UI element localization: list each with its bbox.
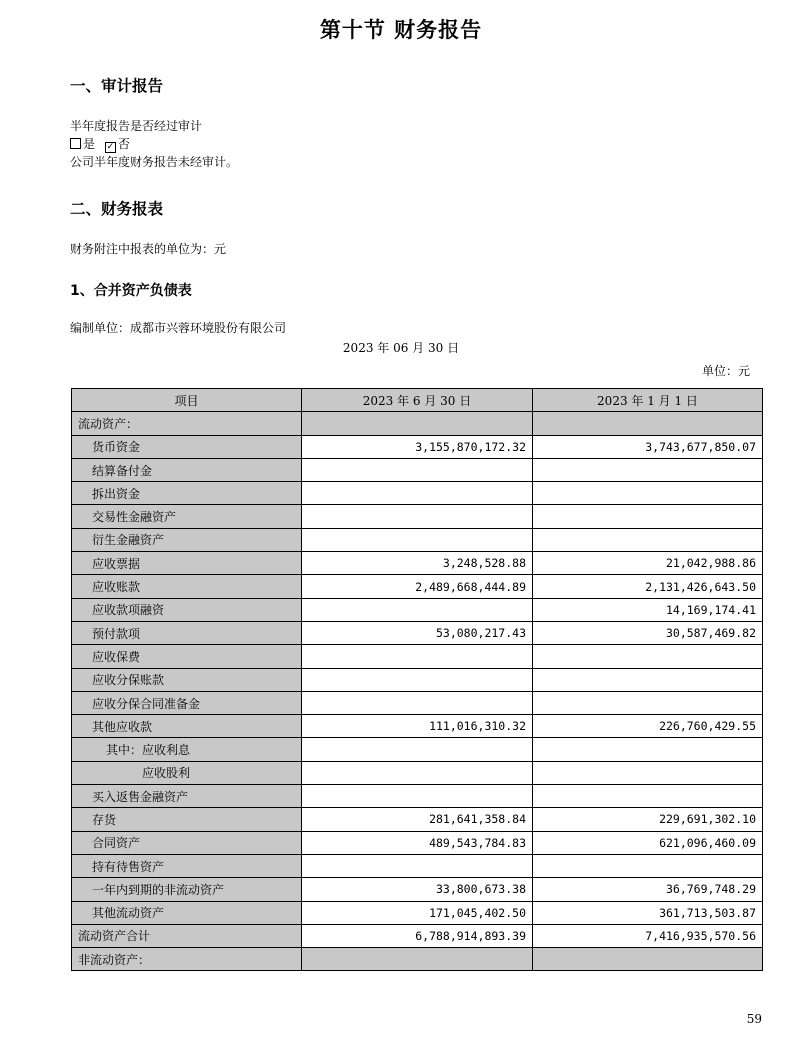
page-number: 59 — [746, 1012, 762, 1026]
table-row — [72, 505, 763, 528]
value-period-start: 7,416,935,570.56 — [533, 924, 763, 947]
row-label: 持有待售资产 — [72, 854, 302, 877]
table-row — [72, 458, 763, 481]
subheading-balance-sheet: 1、合并资产负债表 — [70, 283, 192, 299]
option-no-label: 否 — [117, 137, 130, 151]
table-row — [72, 901, 763, 924]
row-label: 其中：应收利息 — [72, 738, 302, 761]
row-label: 其他流动资产 — [72, 901, 302, 924]
row-label: 交易性金融资产 — [72, 505, 302, 528]
value-period-end — [302, 505, 533, 528]
value-period-start: 621,096,460.09 — [533, 831, 763, 854]
value-period-start: 21,042,988.86 — [533, 552, 763, 575]
value-period-start — [533, 528, 763, 551]
value-period-start: 2,131,426,643.50 — [533, 575, 763, 598]
table-row — [72, 621, 763, 644]
value-period-end — [302, 668, 533, 691]
unit-note: 财务附注中报表的单位为：元 — [70, 242, 227, 256]
value-period-start — [533, 412, 763, 435]
table-row — [72, 831, 763, 854]
table-row — [72, 715, 763, 738]
value-period-end — [302, 458, 533, 481]
page-title: 第十节 财务报告 — [319, 18, 483, 42]
table-row — [72, 435, 763, 458]
header-period-end: 2023 年 6 月 30 日 — [302, 389, 533, 412]
table-row — [72, 482, 763, 505]
value-period-start — [533, 761, 763, 784]
table-row — [72, 761, 763, 784]
checkmark-icon: ✓ — [106, 142, 115, 152]
table-row — [72, 808, 763, 831]
table-row — [72, 598, 763, 621]
table-row — [72, 528, 763, 551]
value-period-start: 361,713,503.87 — [533, 901, 763, 924]
value-period-end: 3,155,870,172.32 — [302, 435, 533, 458]
value-period-start — [533, 785, 763, 808]
value-period-start: 30,587,469.82 — [533, 621, 763, 644]
row-label: 非流动资产： — [72, 948, 302, 971]
value-period-end — [302, 785, 533, 808]
value-period-start: 3,743,677,850.07 — [533, 435, 763, 458]
value-period-end — [302, 598, 533, 621]
value-period-end: 281,641,358.84 — [302, 808, 533, 831]
value-period-end — [302, 691, 533, 714]
table-unit: 单位：元 — [701, 364, 750, 378]
value-period-end — [302, 761, 533, 784]
row-label: 衍生金融资产 — [72, 528, 302, 551]
row-label: 其他应收款 — [72, 715, 302, 738]
row-label: 存货 — [72, 808, 302, 831]
row-label: 应收分保账款 — [72, 668, 302, 691]
table-row — [72, 738, 763, 761]
option-yes-label: 是 — [83, 137, 96, 151]
value-period-end — [302, 528, 533, 551]
table-row — [72, 948, 763, 971]
table-row — [72, 575, 763, 598]
row-label: 应收账款 — [72, 575, 302, 598]
value-period-start: 229,691,302.10 — [533, 808, 763, 831]
table-row — [72, 854, 763, 877]
value-period-end: 53,080,217.43 — [302, 621, 533, 644]
row-label: 流动资产合计 — [72, 924, 302, 947]
value-period-start: 36,769,748.29 — [533, 878, 763, 901]
row-label: 合同资产 — [72, 831, 302, 854]
table-row — [72, 785, 763, 808]
value-period-end — [302, 482, 533, 505]
row-label: 拆出资金 — [72, 482, 302, 505]
value-period-end: 3,248,528.88 — [302, 552, 533, 575]
value-period-start — [533, 691, 763, 714]
value-period-start: 14,169,174.41 — [533, 598, 763, 621]
table-row — [72, 412, 763, 435]
value-period-start: 226,760,429.55 — [533, 715, 763, 738]
row-label: 应收款项融资 — [72, 598, 302, 621]
report-date: 2023 年 06 月 30 日 — [342, 341, 460, 355]
row-label: 一年内到期的非流动资产 — [72, 878, 302, 901]
value-period-end: 33,800,673.38 — [302, 878, 533, 901]
row-label: 流动资产： — [72, 412, 302, 435]
section-heading-audit-report: 一、审计报告 — [70, 77, 164, 95]
value-period-end: 171,045,402.50 — [302, 901, 533, 924]
audit-options — [70, 135, 130, 153]
value-period-start — [533, 482, 763, 505]
audit-note: 公司半年度财务报告未经审计。 — [70, 155, 239, 169]
checkbox-yes[interactable] — [70, 138, 81, 149]
value-period-start — [533, 505, 763, 528]
section-heading-financial-statements: 二、财务报表 — [70, 200, 164, 218]
table-header-row — [72, 389, 763, 412]
row-label: 买入返售金融资产 — [72, 785, 302, 808]
row-label: 应收票据 — [72, 552, 302, 575]
row-label: 应收股利 — [72, 761, 302, 784]
value-period-start — [533, 948, 763, 971]
header-item: 项目 — [72, 389, 302, 412]
row-label: 应收保费 — [72, 645, 302, 668]
table-row — [72, 878, 763, 901]
row-label: 货币资金 — [72, 435, 302, 458]
value-period-end — [302, 948, 533, 971]
preparer: 编制单位：成都市兴蓉环境股份有限公司 — [70, 321, 287, 335]
audit-question: 半年度报告是否经过审计 — [70, 119, 203, 133]
row-label: 应收分保合同准备金 — [72, 691, 302, 714]
value-period-start — [533, 854, 763, 877]
table-row — [72, 691, 763, 714]
table-row — [72, 924, 763, 947]
value-period-end: 2,489,668,444.89 — [302, 575, 533, 598]
row-label: 结算备付金 — [72, 458, 302, 481]
value-period-end: 489,543,784.83 — [302, 831, 533, 854]
value-period-start — [533, 738, 763, 761]
value-period-end — [302, 412, 533, 435]
balance-sheet-table — [71, 388, 763, 971]
table-row — [72, 645, 763, 668]
table-row — [72, 552, 763, 575]
value-period-end: 111,016,310.32 — [302, 715, 533, 738]
header-period-start: 2023 年 1 月 1 日 — [533, 389, 763, 412]
checkbox-no[interactable] — [105, 142, 116, 153]
value-period-end: 6,788,914,893.39 — [302, 924, 533, 947]
value-period-start — [533, 458, 763, 481]
row-label: 预付款项 — [72, 621, 302, 644]
value-period-start — [533, 668, 763, 691]
value-period-end — [302, 854, 533, 877]
value-period-end — [302, 738, 533, 761]
value-period-start — [533, 645, 763, 668]
table-row — [72, 668, 763, 691]
value-period-end — [302, 645, 533, 668]
